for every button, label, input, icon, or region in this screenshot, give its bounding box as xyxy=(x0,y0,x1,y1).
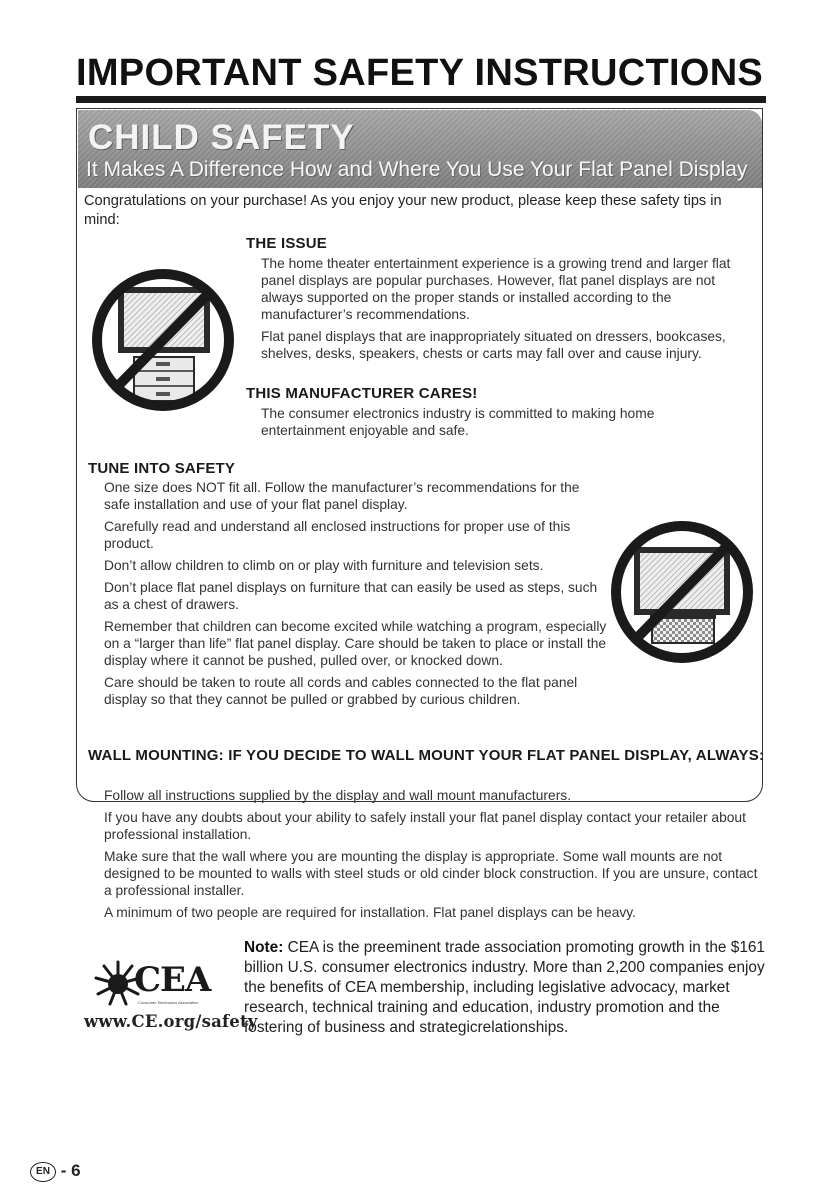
wall-paragraph: A minimum of two people are required for installation. Flat panel displays can be heavy. xyxy=(104,905,636,920)
tune-body xyxy=(104,479,609,713)
cea-logo-tagline: Consumer Electronics Association xyxy=(138,1000,199,1005)
issue-paragraph: Flat panel displays that are inappropriately situated on dressers, bookcases, shelves, desks, speakers, chests or carts may fall over and cause injury. xyxy=(261,329,726,361)
banner-subtitle: It Makes A Difference How and Where You Use Your Flat Panel Display xyxy=(86,158,748,181)
cares-body xyxy=(261,405,721,444)
title-rule xyxy=(76,96,766,103)
banner-title: CHILD SAFETY xyxy=(88,118,355,157)
page-title: IMPORTANT SAFETY INSTRUCTIONS xyxy=(76,52,764,94)
tune-heading: TUNE INTO SAFETY xyxy=(88,460,236,477)
child-safety-banner xyxy=(78,110,762,188)
wall-paragraph: Follow all instructions supplied by the display and wall mount manufacturers. xyxy=(104,788,572,803)
tune-paragraph: One size does NOT fit all. Follow the manufacturer’s recommendations for the safe installation and use of your flat panel display. xyxy=(104,480,580,512)
issue-paragraph: The home theater entertainment experience is a growing trend and larger flat panel displays are popular purchases. However, flat panel displays are not always supported on the proper stands or installed according to the manufacturer’s recommendations. xyxy=(261,256,731,322)
tune-paragraph: Remember that children can become excited while watching a program, especially on a “larger than life” flat panel display. Care should be taken to place or install the display where it cannot be pushed, pulled over, or knocked down. xyxy=(104,619,607,668)
intro-text: Congratulations on your purchase! As you enjoy your new product, please keep these safety tips in mind: xyxy=(84,193,722,228)
wall-paragraph: Make sure that the wall where you are mounting the display is appropriate. Some wall mounts are not designed to be mounted to walls with steel studs or old cinder block construction. If you are unsure, contact a professional installer. xyxy=(104,849,758,898)
cares-paragraph: The consumer electronics industry is committed to making home entertainment enjoyable and safe. xyxy=(261,406,655,438)
page-number: - 6 xyxy=(60,1161,81,1180)
wall-paragraph: If you have any doubts about your ability to safely install your flat panel display contact your retailer about professional installation. xyxy=(104,810,746,842)
issue-heading: THE ISSUE xyxy=(246,235,327,252)
cea-url: www.CE.org/safety xyxy=(84,1012,258,1031)
note-text xyxy=(244,938,769,1038)
tune-paragraph: Don’t allow children to climb on or play with furniture and television sets. xyxy=(104,558,544,573)
cea-logo-text: CEA xyxy=(134,960,211,1000)
no-tv-on-furniture-icon xyxy=(88,265,238,415)
note-label: Note: xyxy=(244,939,284,956)
note-body: CEA is the preeminent trade association promoting growth in the $161 billion U.S. consumer electronics industry. More than 2,200 companies enjoy the benefits of CEA membership, including legislative advocacy, market research, technical training and education, industry promotion and the fostering of business and strategicrelationships. xyxy=(244,939,765,1036)
issue-body xyxy=(261,255,761,367)
wall-body xyxy=(104,787,764,926)
cares-heading: THIS MANUFACTURER CARES! xyxy=(246,385,478,402)
no-tv-on-cart-icon xyxy=(606,517,758,667)
page-footer xyxy=(30,1161,81,1182)
tune-paragraph: Carefully read and understand all enclosed instructions for proper use of this product. xyxy=(104,519,571,551)
tune-paragraph: Care should be taken to route all cords and cables connected to the flat panel display so that they cannot be pulled or grabbed by curious children. xyxy=(104,675,578,707)
language-badge: EN xyxy=(30,1162,56,1182)
wall-heading: WALL MOUNTING: IF YOU DECIDE TO WALL MOUNT YOUR FLAT PANEL DISPLAY, ALWAYS: xyxy=(88,747,765,764)
tune-paragraph: Don’t place flat panel displays on furniture that can easily be used as steps, such as a chest of drawers. xyxy=(104,580,598,612)
